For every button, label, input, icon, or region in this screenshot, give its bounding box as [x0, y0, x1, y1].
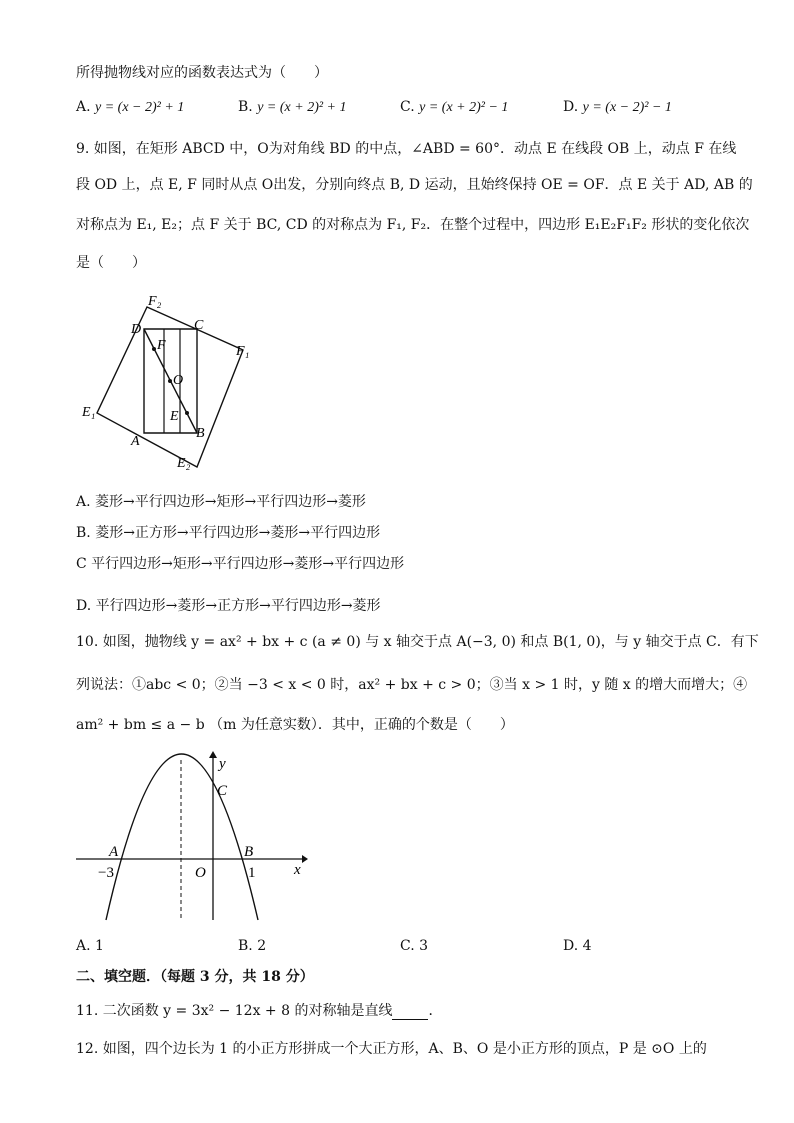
label-o: O	[173, 373, 184, 388]
option-text: 2	[257, 938, 267, 954]
q8-stem: 所得抛物线对应的函数表达式为（ ）	[76, 65, 328, 81]
option-label: A.	[76, 938, 91, 954]
option-text: 4	[582, 938, 592, 954]
label-o: O	[195, 865, 206, 881]
option-expr: y = (x + 2)² + 1	[257, 100, 347, 115]
q9-line-2: 段 OD 上，点 E, F 同时从点 O出发，分别向终点 B, D 运动，且始终保持 OE = OF．点 E 关于 AD, AB 的	[76, 177, 753, 193]
option-expr: y = (x + 2)² − 1	[419, 100, 509, 115]
option-label: D.	[563, 938, 579, 954]
label-e: E	[170, 409, 179, 424]
option-label: A.	[76, 494, 91, 510]
label-a: A	[109, 844, 119, 860]
label-c: C	[217, 783, 228, 799]
label-d: D	[131, 322, 142, 337]
q10-option-a[interactable]	[76, 938, 104, 954]
q10-option-c[interactable]	[400, 938, 428, 954]
q10-line-2: 列说法：①abc < 0；②当 −3 < x < 0 时，ax² + bx + c > 0；③当 x > 1 时，y 随 x 的增大而增大；④	[76, 677, 748, 693]
label-f: F	[157, 338, 166, 353]
q10-option-d[interactable]	[563, 938, 592, 954]
label-e2: E₂	[177, 456, 191, 471]
option-expr: y = (x − 2)² + 1	[95, 100, 185, 115]
quadrilateral-e1e2f1f2	[97, 307, 243, 467]
option-text: 菱形→平行四边形→矩形→平行四边形→菱形	[95, 494, 366, 510]
q9-option-d[interactable]	[76, 595, 381, 615]
label-b: B	[196, 426, 205, 441]
option-label: A.	[76, 99, 91, 115]
q8-option-b[interactable]	[238, 99, 347, 116]
y-axis-arrow	[209, 751, 217, 758]
option-label: B.	[238, 938, 253, 954]
q9-option-b[interactable]	[76, 522, 380, 542]
q8-option-a[interactable]	[76, 99, 184, 116]
q9-line-1: 9. 如图，在矩形 ABCD 中，O为对角线 BD 的中点，∠ABD = 60°．动点 E 在线段 OB 上，动点 F 在线	[76, 141, 737, 157]
option-label: C	[76, 556, 87, 572]
q8-option-d[interactable]	[563, 99, 672, 116]
option-text: 3	[419, 938, 429, 954]
section-heading: 二、填空题．（每题 3 分，共 18 分）	[76, 969, 314, 985]
q9-option-a[interactable]	[76, 491, 366, 511]
q9-line-4: 是（ ）	[76, 255, 146, 271]
q11-line	[76, 1000, 442, 1020]
label-y: y	[219, 756, 226, 772]
q9-line-3: 对称点为 E₁, E₂；点 F 关于 BC, CD 的对称点为 F₁, F₂．在整个过程中，四边形 E₁E₂F₁F₂ 形状的变化依次	[76, 217, 750, 233]
option-text: 1	[95, 938, 104, 954]
option-label: C.	[400, 938, 415, 954]
q10-option-b[interactable]	[238, 938, 266, 954]
label-b: B	[244, 844, 254, 860]
q8-option-c[interactable]	[400, 99, 508, 116]
option-label: D.	[76, 598, 92, 614]
option-label: D.	[563, 99, 579, 115]
q11-end: ．	[428, 1003, 443, 1019]
parabola	[106, 754, 258, 920]
q11-text: 11. 二次函数 y = 3x² − 12x + 8 的对称轴是直线	[76, 1003, 393, 1019]
option-text: 菱形→正方形→平行四边形→菱形→平行四边形	[95, 525, 381, 541]
option-expr: y = (x − 2)² − 1	[582, 100, 672, 115]
option-label: B.	[238, 99, 253, 115]
option-label: C.	[400, 99, 415, 115]
q10-figure	[72, 748, 312, 926]
option-label: B.	[76, 525, 91, 541]
label-f1: F₁	[236, 344, 250, 359]
x-axis-arrow	[302, 855, 308, 863]
label-x: x	[294, 862, 301, 878]
label-neg3: −3	[98, 865, 114, 881]
label-a: A	[131, 434, 140, 449]
point-o	[168, 379, 172, 383]
label-f2: F₂	[148, 294, 162, 309]
label-e1: E₁	[82, 405, 96, 420]
q12-line-1: 12. 如图，四个边长为 1 的小正方形拼成一个大正方形，A、B、O 是小正方形的顶点，P 是 ⊙O 上的	[76, 1041, 707, 1057]
q9-figure	[76, 285, 276, 480]
label-c: C	[194, 318, 204, 333]
q10-line-3: am² + bm ≤ a − b （m 为任意实数）．其中，正确的个数是（ ）	[76, 717, 514, 733]
option-text: 平行四边形→矩形→平行四边形→菱形→平行四边形	[91, 556, 405, 572]
q10-line-1: 10. 如图，抛物线 y = ax² + bx + c (a ≠ 0) 与 x 轴交于点 A(−3, 0) 和点 B(1, 0)，与 y 轴交于点 C．有下	[76, 634, 759, 650]
label-one: 1	[248, 865, 256, 881]
point-e	[185, 411, 189, 415]
option-text: 平行四边形→菱形→正方形→平行四边形→菱形	[95, 598, 381, 614]
answer-blank[interactable]	[392, 1005, 428, 1020]
q9-option-c[interactable]	[76, 553, 404, 573]
point-f	[152, 347, 156, 351]
